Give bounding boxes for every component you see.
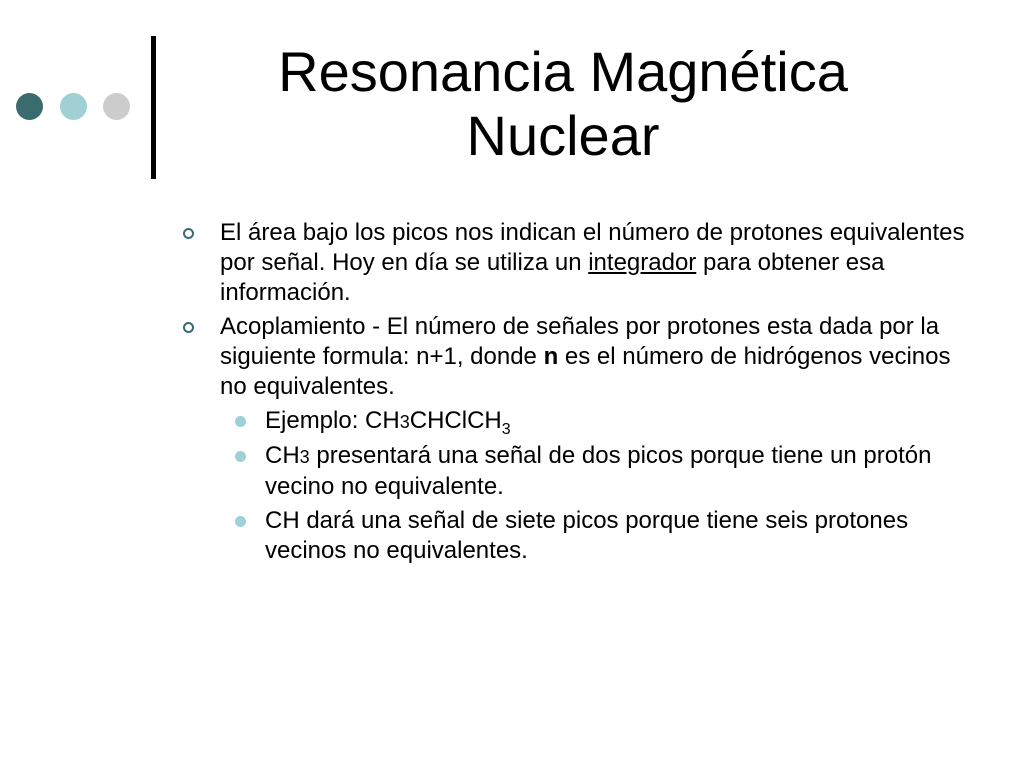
ejemplo-subscript-3: 3 <box>501 421 511 438</box>
bullet-area <box>183 218 973 308</box>
integrador-term: integrador <box>588 249 697 276</box>
slide-title <box>180 40 946 168</box>
decor-dot-light <box>60 93 87 120</box>
ejemplo-text-b: CHClCH <box>409 407 502 434</box>
ch3-text-b: presentará una señal de dos picos porque tiene un protón vecino no equivalente. <box>265 442 932 500</box>
dot-bullet-icon <box>235 416 246 427</box>
bullet-acoplamiento-text-a: Acoplamiento - El número de señales por protones esta dada por la siguiente formula: n+1, donde <box>220 313 940 370</box>
ejemplo-small-3: 3 <box>399 412 410 432</box>
dot-bullet-icon <box>235 451 246 462</box>
sub-bullet-ejemplo <box>220 406 973 437</box>
n-variable: n <box>543 343 559 370</box>
ring-bullet-icon <box>183 322 194 333</box>
sub-bullet-ch <box>220 506 973 566</box>
dot-bullet-icon <box>235 516 246 527</box>
ring-bullet-icon <box>183 228 194 239</box>
ch-text: CH dará una señal de siete picos porque tiene seis protones vecinos no equivalentes. <box>265 507 909 564</box>
ejemplo-text-a: Ejemplo: CH <box>265 407 400 434</box>
slide-title-line-1: Resonancia Magnética <box>278 40 848 103</box>
ch3-text-a: CH <box>265 442 300 469</box>
sub-bullet-ch3 <box>220 441 973 502</box>
bullet-acoplamiento-text-b: es el número de hidrógenos vecinos no equivalentes. <box>220 343 951 400</box>
title-divider <box>151 36 156 179</box>
ch3-small-3: 3 <box>299 447 310 467</box>
slide-title-line-2: Nuclear <box>466 104 660 167</box>
decor-dot-gray <box>103 93 130 120</box>
slide-body <box>183 218 973 570</box>
decor-dot-dark <box>16 93 43 120</box>
bullet-acoplamiento <box>183 312 973 566</box>
bullet-area-text-a: El área bajo los picos nos indican el número de protones equivalentes por señal. Hoy en día se utiliza un <box>220 219 965 276</box>
sub-bullet-list <box>220 406 973 566</box>
bullet-area-text-b: para obtener esa información. <box>220 249 885 306</box>
bullet-list <box>183 218 973 566</box>
